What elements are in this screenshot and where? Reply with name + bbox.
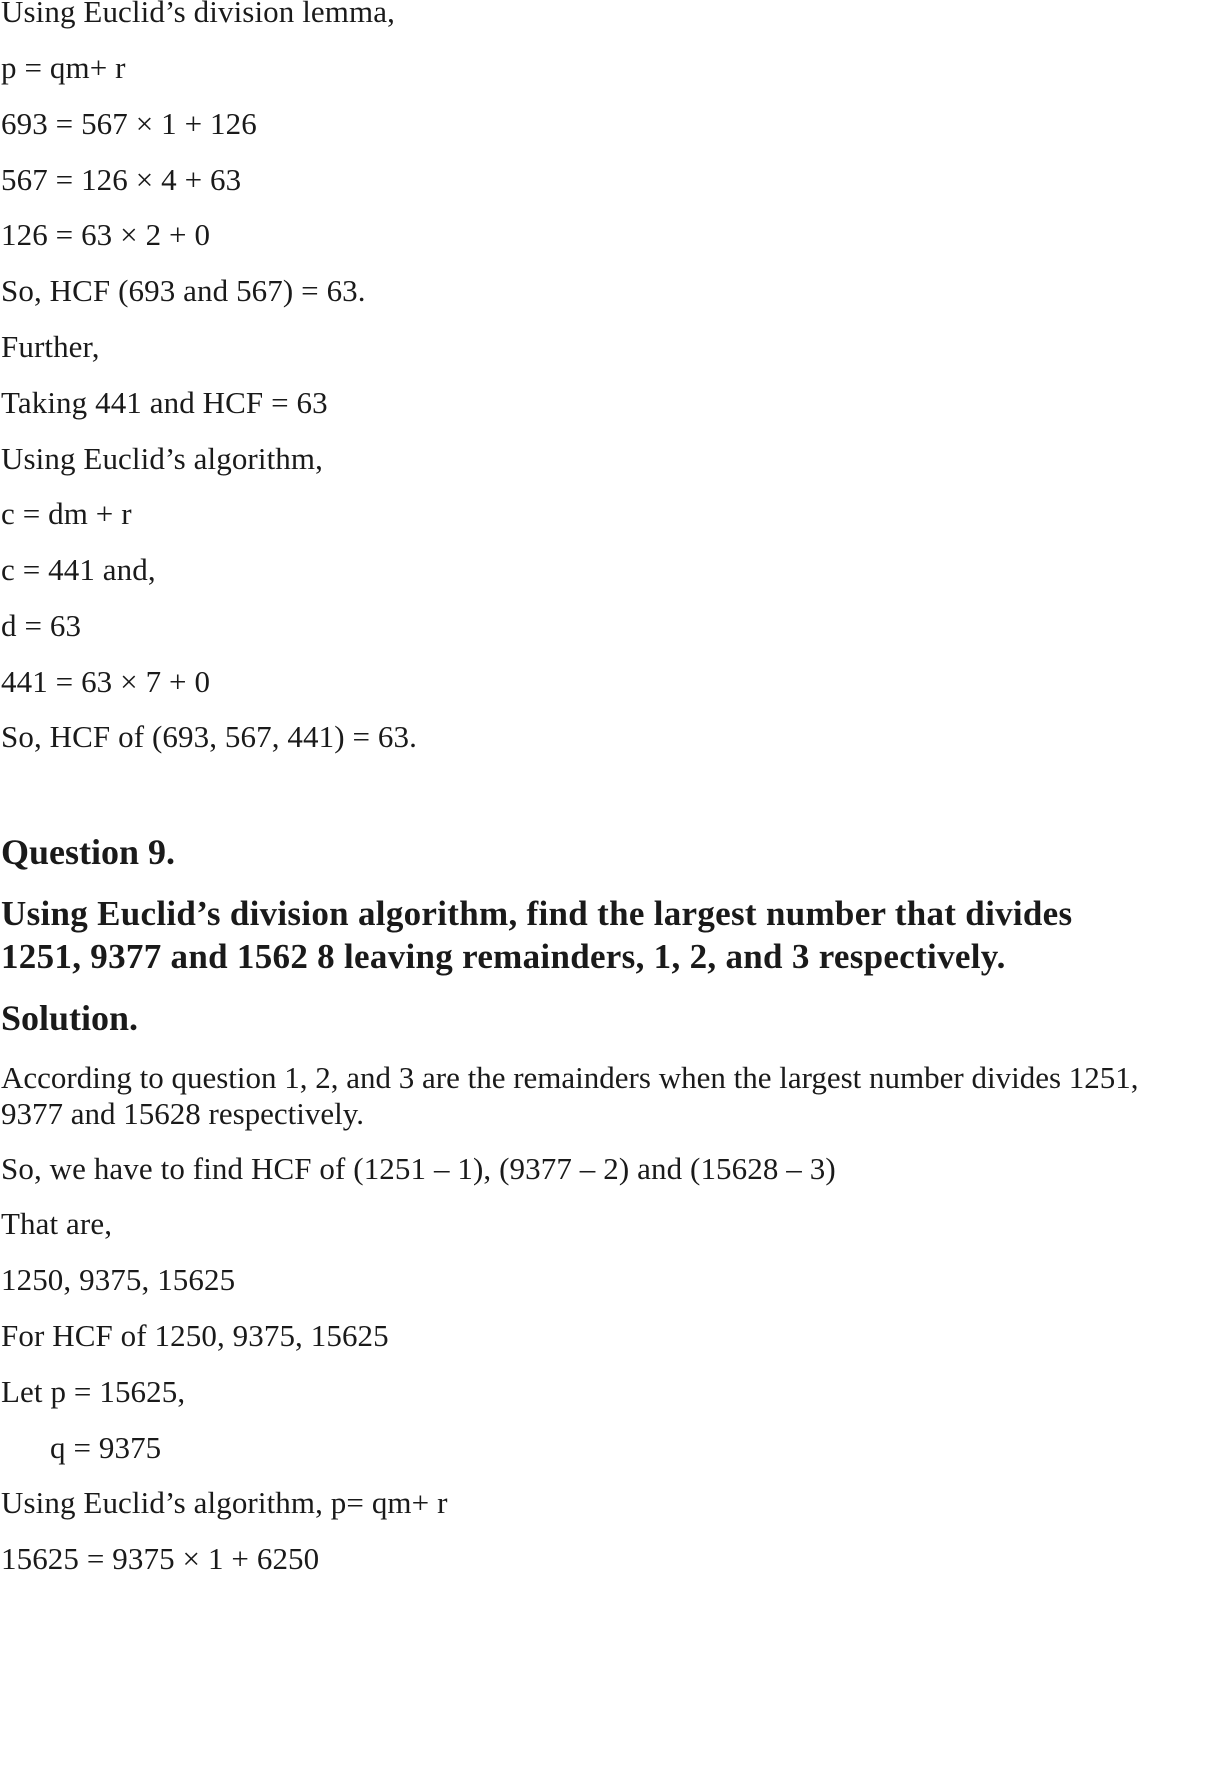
equation-line: 126 = 63 × 2 + 0	[1, 217, 211, 252]
equation-line: d = 63	[1, 608, 82, 643]
text-line: Taking 441 and HCF = 63	[1, 385, 328, 420]
text-line: For HCF of 1250, 9375, 15625	[1, 1318, 389, 1353]
question-title: Question 9.	[1, 832, 176, 872]
question-text-line: 1251, 9377 and 1562 8 leaving remainders, 1, 2, and 3 respectively.	[1, 937, 1006, 976]
equation-line: c = 441 and,	[1, 552, 156, 587]
equation-line: c = dm + r	[1, 496, 132, 531]
equation-line: Let p = 15625,	[1, 1374, 186, 1409]
text-line: 1250, 9375, 15625	[1, 1262, 236, 1297]
text-line: So, we have to find HCF of (1251 – 1), (9377 – 2) and (15628 – 3)	[1, 1151, 836, 1186]
text-line: Using Euclid’s division lemma,	[1, 0, 395, 29]
equation-line: 15625 = 9375 × 1 + 6250	[1, 1541, 320, 1576]
text-line: So, HCF (693 and 567) = 63.	[1, 273, 366, 308]
equation-line: 567 = 126 × 4 + 63	[1, 162, 242, 197]
text-line: According to question 1, 2, and 3 are the remainders when the largest number divides 1251,	[1, 1060, 1139, 1095]
equation-line: q = 9375	[50, 1430, 162, 1465]
question-text-line: Using Euclid’s division algorithm, find the largest number that divides	[1, 894, 1073, 933]
text-line: So, HCF of (693, 567, 441) = 63.	[1, 719, 417, 754]
equation-line: 441 = 63 × 7 + 0	[1, 664, 211, 699]
text-line: Using Euclid’s algorithm, p= qm+ r	[1, 1485, 448, 1520]
text-line: Further,	[1, 329, 100, 364]
equation-line: 693 = 567 × 1 + 126	[1, 106, 257, 141]
text-line: 9377 and 15628 respectively.	[1, 1096, 365, 1131]
text-line: That are,	[1, 1206, 113, 1241]
solution-heading: Solution.	[1, 998, 139, 1038]
text-line: p = qm+ r	[1, 50, 126, 85]
text-line: Using Euclid’s algorithm,	[1, 441, 323, 476]
